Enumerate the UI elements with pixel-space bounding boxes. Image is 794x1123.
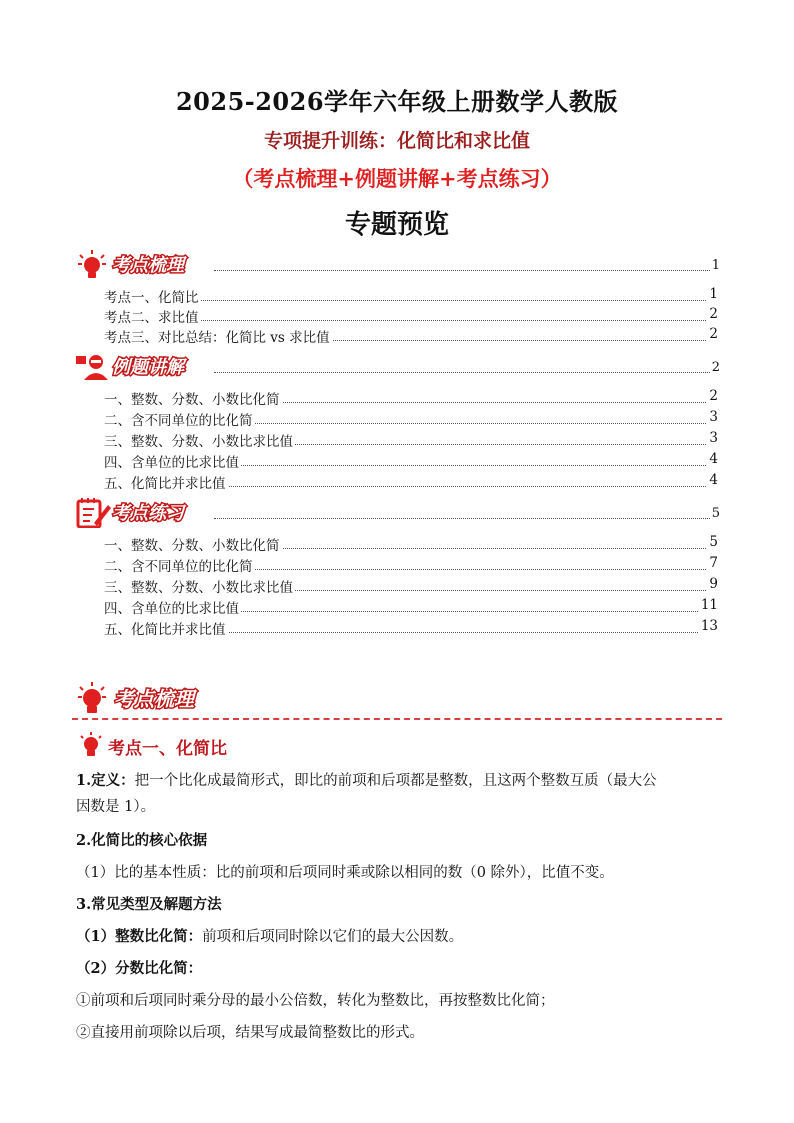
toc-item[interactable]: 五、化简比并求比值 4 [104, 472, 718, 492]
toc-item[interactable]: 四、含单位的比求比值 11 [104, 597, 718, 617]
toc-item[interactable]: 二、含不同单位的比化简 3 [104, 409, 718, 429]
toc-item[interactable]: 三、整数、分数、小数比求比值 9 [104, 576, 718, 596]
lightbulb-icon [78, 682, 106, 713]
toc-item[interactable]: 考点二、求比值 2 [104, 306, 718, 326]
toc-item[interactable]: 一、整数、分数、小数比化简 2 [104, 388, 718, 408]
document-tagline: （考点梳理+例题讲解+考点练习） [232, 166, 562, 191]
paragraph: ①前项和后项同时乘分母的最小公倍数，转化为整数比，再按整数比化简； [76, 993, 555, 1009]
toc-item[interactable]: 三、整数、分数、小数比求比值 3 [104, 430, 718, 450]
paragraph-heading: 3.常见类型及解题方法 [76, 896, 222, 913]
toc-item[interactable]: 四、含单位的比求比值 4 [104, 451, 718, 471]
toc-item[interactable]: 五、化简比并求比值 13 [104, 618, 718, 638]
toc-item[interactable]: 二、含不同单位的比化简 7 [104, 555, 718, 575]
svg-text:例题讲解: 例题讲解 [112, 357, 184, 378]
subsection-heading [78, 730, 378, 760]
dot-leader [214, 518, 710, 519]
toc-group-liti[interactable] [74, 350, 724, 384]
preview-heading: 专题预览 [344, 210, 449, 240]
toc-group-lianxi[interactable] [74, 496, 724, 530]
paragraph: ②直接用前项除以后项，结果写成最简整数比的形式。 [76, 1025, 424, 1041]
page-number: 5 [711, 506, 720, 521]
toc-item[interactable]: 一、整数、分数、小数比化简 5 [104, 534, 718, 554]
page-number: 2 [711, 360, 720, 375]
lightbulb-icon [78, 732, 104, 758]
page-number: 1 [711, 258, 720, 273]
dot-leader [214, 372, 710, 373]
document-title: 2025-2026学年六年级上册数学人教版 [175, 87, 619, 116]
svg-text:考点梳理: 考点梳理 [114, 687, 194, 711]
lightbulb-icon [74, 248, 210, 280]
toc-item[interactable]: 考点三、对比总结：化简比 vs 求比值 2 [104, 326, 718, 346]
section-divider [72, 718, 722, 720]
paragraph: （1）整数比化简：前项和后项同时除以它们的最大公因数。 [76, 928, 464, 945]
paragraph-heading: 2.化简比的核心依据 [76, 832, 208, 849]
section-badge [74, 678, 214, 718]
toc-item[interactable]: 考点一、化简比 1 [104, 286, 718, 306]
subsection-title: 考点一、化简比 [108, 739, 227, 759]
paragraph-definition: 1.定义：把一个比化成最简形式，即比的前项和后项都是整数，且这两个整数互质（最大公 因数是 1）。 [76, 772, 657, 815]
svg-text:考点梳理: 考点梳理 [112, 255, 184, 276]
svg-text:考点练习: 考点练习 [112, 503, 184, 524]
document-subtitle: 专项提升训练：化简比和求比值 [263, 130, 530, 152]
paragraph-heading: （2）分数比化简： [76, 960, 203, 977]
toc-group-kaodian[interactable] [74, 248, 724, 282]
notepad-pencil-icon [74, 496, 210, 528]
paragraph: （1）比的基本性质：比的前项和后项同时乘或除以相同的数（0 除外），比值不变。 [76, 865, 614, 881]
dot-leader [214, 270, 710, 271]
teacher-icon [74, 350, 210, 382]
